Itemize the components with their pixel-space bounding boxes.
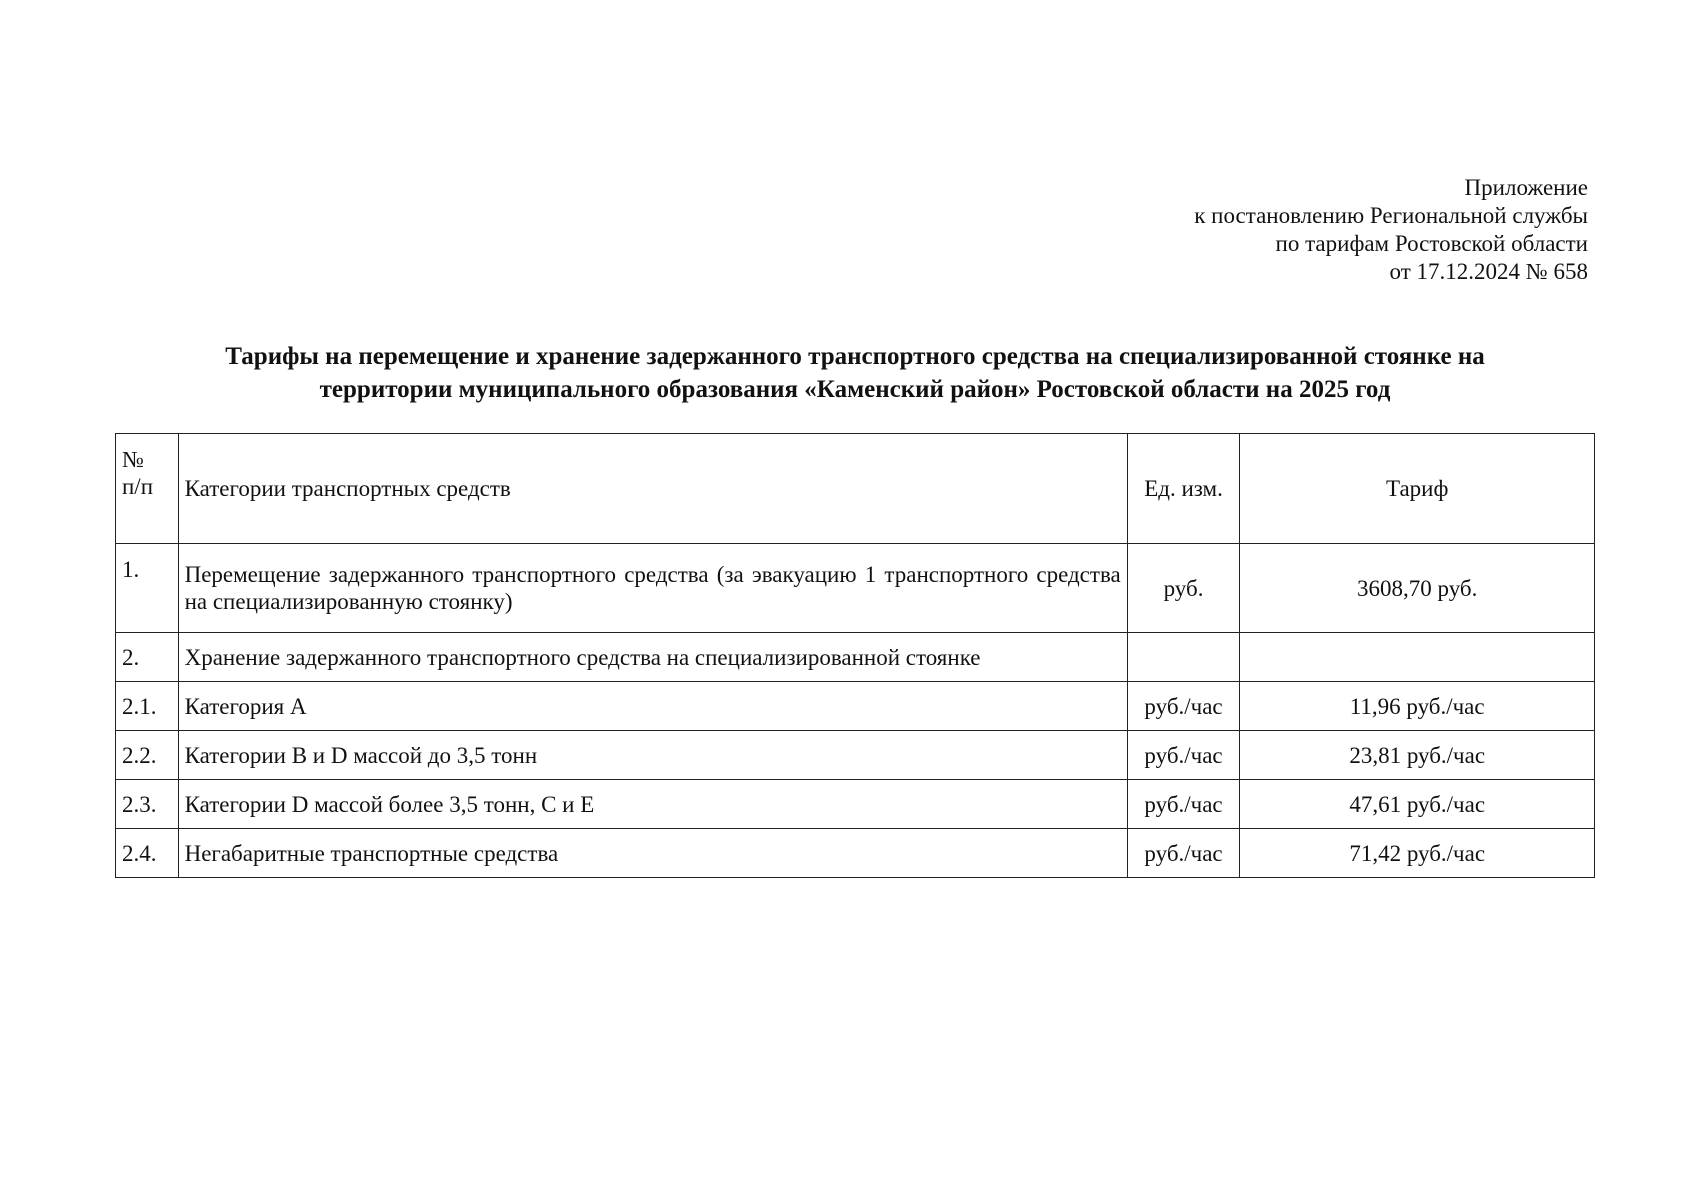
row-unit: руб./час xyxy=(1127,829,1240,878)
row-category: Хранение задержанного транспортного средства на специализированной стоянке xyxy=(178,633,1127,682)
document-title-line-2: территории муниципального образования «Каменский район» Ростовской области на 2025 год xyxy=(319,376,1391,403)
appendix-line: Приложение xyxy=(1464,175,1588,200)
row-unit: руб./час xyxy=(1127,682,1240,731)
row-category: Категории B и D массой до 3,5 тонн xyxy=(178,731,1127,780)
row-category: Перемещение задержанного транспортного средства (за эвакуацию 1 транспортного средства на специализированную стоянку) xyxy=(178,544,1127,633)
header-unit: Ед. изм. xyxy=(1127,434,1240,544)
row-category: Негабаритные транспортные средства xyxy=(178,829,1127,878)
appendix-block xyxy=(1194,174,1588,286)
table-header-row xyxy=(116,434,1595,544)
row-tariff xyxy=(1240,633,1595,682)
row-unit: руб./час xyxy=(1127,731,1240,780)
document-title xyxy=(115,340,1595,406)
row-unit: руб. xyxy=(1127,544,1240,633)
row-number: 2. xyxy=(116,633,179,682)
tariffs-table xyxy=(115,433,1595,878)
table-row xyxy=(116,780,1595,829)
table-row xyxy=(116,682,1595,731)
row-tariff: 3608,70 руб. xyxy=(1240,544,1595,633)
table-row xyxy=(116,633,1595,682)
document-title-line-1: Тарифы на перемещение и хранение задержанного транспортного средства на специализированной стоянке на xyxy=(225,343,1485,370)
header-category: Категории транспортных средств xyxy=(178,434,1127,544)
row-unit: руб./час xyxy=(1127,780,1240,829)
row-number: 2.2. xyxy=(116,731,179,780)
table-row xyxy=(116,544,1595,633)
row-category: Категория A xyxy=(178,682,1127,731)
row-number: 2.1. xyxy=(116,682,179,731)
row-unit xyxy=(1127,633,1240,682)
row-tariff: 11,96 руб./час xyxy=(1240,682,1595,731)
row-tariff: 71,42 руб./час xyxy=(1240,829,1595,878)
table-row xyxy=(116,829,1595,878)
header-number xyxy=(116,434,179,544)
row-category: Категории D массой более 3,5 тонн, C и E xyxy=(178,780,1127,829)
header-number-sign: № xyxy=(122,447,144,472)
row-number: 1. xyxy=(116,544,179,633)
row-number: 2.4. xyxy=(116,829,179,878)
appendix-line: по тарифам Ростовской области xyxy=(1275,231,1588,256)
row-tariff: 47,61 руб./час xyxy=(1240,780,1595,829)
row-tariff: 23,81 руб./час xyxy=(1240,731,1595,780)
header-number-pp: п/п xyxy=(122,474,154,499)
header-tariff: Тариф xyxy=(1240,434,1595,544)
appendix-line: к постановлению Региональной службы xyxy=(1194,203,1588,228)
appendix-line: от 17.12.2024 № 658 xyxy=(1389,259,1588,284)
row-number: 2.3. xyxy=(116,780,179,829)
table-row xyxy=(116,731,1595,780)
